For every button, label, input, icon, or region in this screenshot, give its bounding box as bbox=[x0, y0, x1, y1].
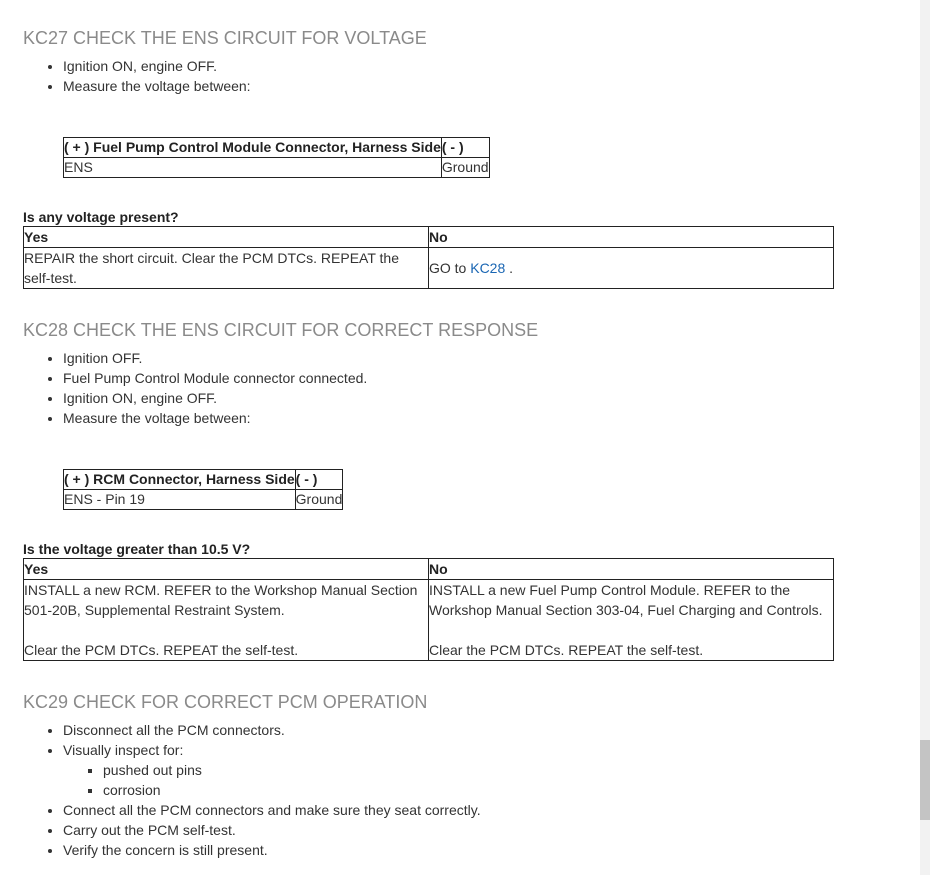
no-action-prefix: GO to bbox=[429, 260, 471, 276]
kc27-heading: KC27 CHECK THE ENS CIRCUIT FOR VOLTAGE bbox=[23, 28, 427, 48]
negative-lead-header: ( - ) bbox=[441, 138, 489, 158]
list-item: • Carry out the PCM self-test. bbox=[63, 820, 903, 840]
kc29-steps bbox=[23, 720, 903, 860]
kc28-heading: KC28 CHECK THE ENS CIRCUIT FOR CORRECT RESPONSE bbox=[23, 320, 539, 340]
yes-action-line-2: Clear the PCM DTCs. REPEAT the self-test. bbox=[24, 642, 299, 658]
scrollbar-thumb[interactable] bbox=[920, 740, 930, 820]
yes-action: REPAIR the short circuit. Clear the PCM DTCs. REPEAT the self-test. bbox=[24, 248, 429, 289]
no-header: No bbox=[429, 559, 834, 580]
positive-lead-header: ( + ) RCM Connector, Harness Side bbox=[64, 470, 296, 490]
negative-lead-header: ( - ) bbox=[295, 470, 343, 490]
no-action-suffix: . bbox=[505, 260, 514, 276]
list-item: • Connect all the PCM connectors and make sure they seat correctly. bbox=[63, 800, 903, 820]
list-item: • Ignition ON, engine OFF. bbox=[63, 56, 903, 76]
list-item: • Ignition OFF. bbox=[63, 348, 903, 368]
list-item: ▪ pushed out pins bbox=[103, 760, 903, 780]
list-item: • Verify the concern is still present. bbox=[63, 840, 903, 860]
negative-lead-value: Ground bbox=[295, 490, 343, 510]
kc27-measurement-table bbox=[63, 137, 490, 178]
no-header: No bbox=[429, 227, 834, 248]
list-item: ▪ corrosion bbox=[103, 780, 903, 800]
positive-lead-value: ENS - Pin 19 bbox=[64, 490, 296, 510]
yes-header: Yes bbox=[24, 227, 429, 248]
list-item: • Fuel Pump Control Module connector connected. bbox=[63, 368, 903, 388]
kc27-result-table bbox=[23, 226, 834, 289]
no-action-line-1: INSTALL a new Fuel Pump Control Module. REFER to the Workshop Manual Section 303-04, Fuel Charging and Controls. bbox=[429, 582, 823, 618]
kc28-measurement-table bbox=[63, 469, 343, 510]
kc28-question: Is the voltage greater than 10.5 V? bbox=[23, 541, 251, 557]
yes-action-line-1: INSTALL a new RCM. REFER to the Workshop Manual Section 501-20B, Supplemental Restraint System. bbox=[24, 582, 418, 618]
positive-lead-header: ( + ) Fuel Pump Control Module Connector, Harness Side bbox=[64, 138, 442, 158]
negative-lead-value: Ground bbox=[441, 158, 489, 178]
positive-lead-value: ENS bbox=[64, 158, 442, 178]
no-action-line-2: Clear the PCM DTCs. REPEAT the self-test. bbox=[429, 642, 704, 658]
kc28-steps bbox=[23, 348, 903, 428]
inspection-sublist bbox=[63, 760, 903, 800]
no-action bbox=[429, 248, 834, 289]
list-item: • Disconnect all the PCM connectors. bbox=[63, 720, 903, 740]
kc27-question: Is any voltage present? bbox=[23, 209, 179, 225]
kc27-steps bbox=[23, 56, 903, 96]
list-item-text: Visually inspect for: bbox=[63, 742, 184, 758]
kc29-heading: KC29 CHECK FOR CORRECT PCM OPERATION bbox=[23, 692, 428, 712]
yes-header: Yes bbox=[24, 559, 429, 580]
list-item: • Ignition ON, engine OFF. bbox=[63, 388, 903, 408]
kc28-result-table bbox=[23, 558, 834, 661]
document-content bbox=[23, 0, 903, 860]
yes-action bbox=[24, 580, 429, 661]
list-item bbox=[63, 740, 903, 800]
list-item: • Measure the voltage between: bbox=[63, 76, 903, 96]
no-action bbox=[429, 580, 834, 661]
list-item: • Measure the voltage between: bbox=[63, 408, 903, 428]
kc28-link[interactable]: KC28 bbox=[470, 260, 506, 276]
